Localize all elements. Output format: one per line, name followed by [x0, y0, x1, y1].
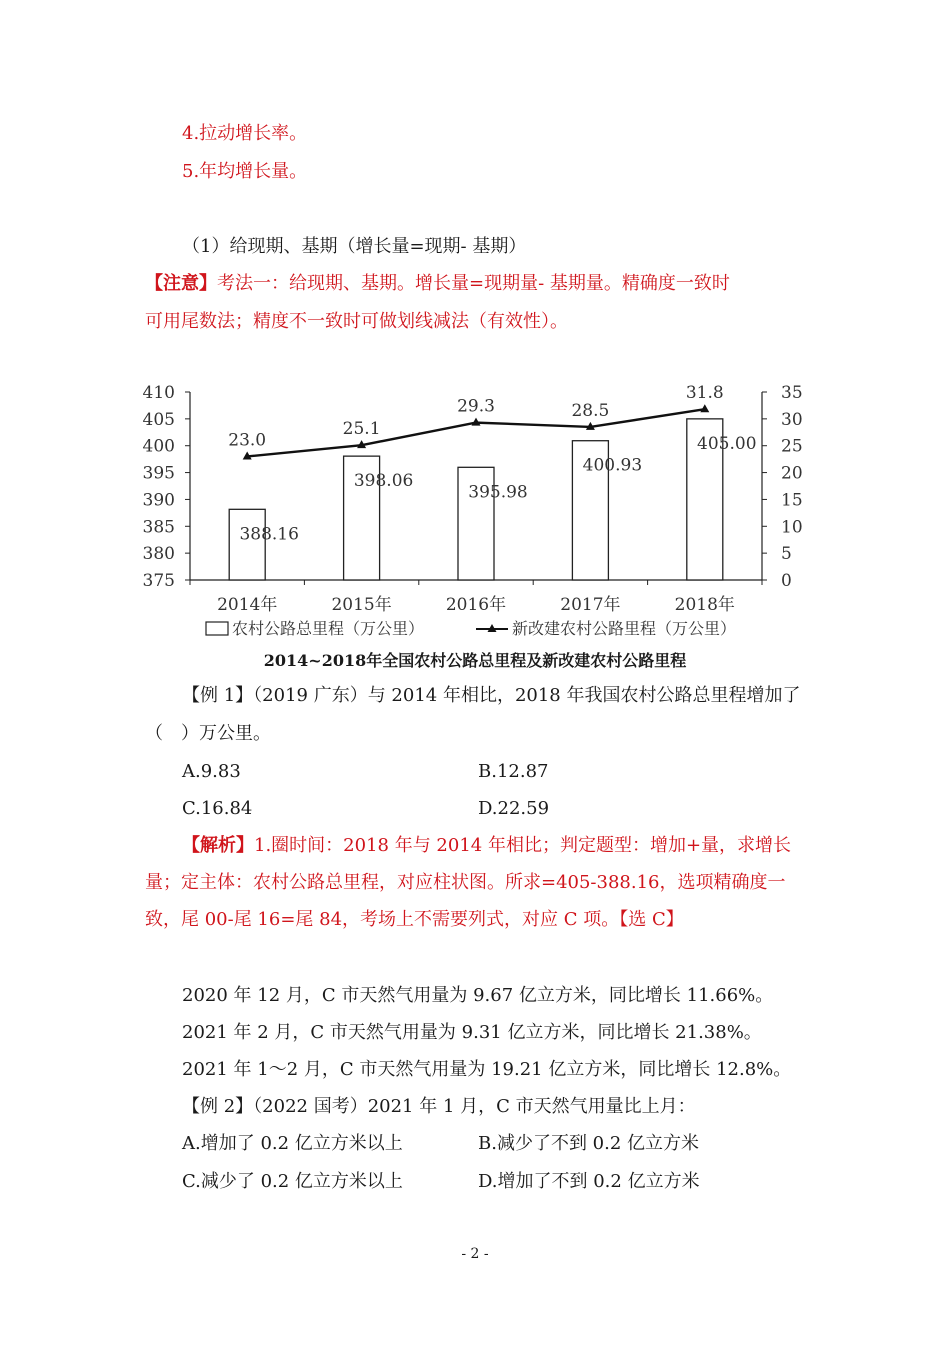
list-item-5: 5.年均增长量。	[182, 161, 308, 182]
example2-data-line3: 2021 年 1～2 月，C 市天然气用量为 19.21 亿立方米，同比增长 12.8%。	[182, 1059, 792, 1080]
example1-analysis-line2: 量；定主体：农村公路总里程，对应柱状图。所求=405-388.16，选项精确度一	[145, 872, 786, 893]
y-right-tick-label: 30	[781, 409, 803, 430]
example2-option-c: C.减少了 0.2 亿立方米以上	[182, 1171, 403, 1192]
x-tick-label: 2015年	[331, 595, 392, 615]
x-tick-label: 2017年	[560, 595, 621, 615]
line-data-label: 23.0	[228, 430, 267, 451]
y-left-tick-label: 405	[142, 409, 175, 430]
y-left-tick-label: 410	[142, 383, 175, 403]
example2-data-line2: 2021 年 2 月，C 市天然气用量为 9.31 亿立方米，同比增长 21.38%。	[182, 1022, 762, 1043]
example2-data-line1: 2020 年 12 月，C 市天然气用量为 9.67 亿立方米，同比增长 11.66%。	[182, 985, 774, 1006]
example1-option-d: D.22.59	[478, 798, 550, 819]
bar-data-label: 388.16	[239, 524, 299, 545]
note-text-1: 考法一：给现期、基期。增长量=现期量- 基期量。精确度一致时	[217, 273, 730, 294]
x-tick-label: 2018年	[674, 595, 735, 615]
example1-question-line1: 【例 1】（2019 广东）与 2014 年相比，2018 年我国农村公路总里程增加了	[182, 685, 801, 706]
y-left-tick-label: 400	[142, 436, 175, 457]
y-left-tick-label: 390	[142, 490, 175, 511]
line-data-label: 28.5	[571, 400, 610, 421]
x-tick-label: 2014年	[217, 595, 278, 615]
analysis-text-1: 1.圈时间：2018 年与 2014 年相比；判定题型：增加+量，求增长	[254, 835, 792, 856]
bar-data-label: 398.06	[353, 471, 414, 492]
y-right-tick-label: 35	[781, 383, 803, 403]
line-data-label: 29.3	[457, 396, 495, 417]
section-heading: （1）给现期、基期（增长量=现期- 基期）	[182, 236, 527, 257]
example2-option-a: A.增加了 0.2 亿立方米以上	[182, 1133, 403, 1154]
chart-title: 2014~2018年全国农村公路总里程及新改建农村公路里程	[263, 651, 687, 670]
note-line-2: 可用尾数法；精度不一致时可做划线减法（有效性）。	[145, 311, 568, 332]
line-data-label: 31.8	[685, 383, 724, 404]
example1-analysis-line1	[182, 834, 791, 858]
x-tick-label: 2016年	[445, 595, 507, 615]
note-line-1	[145, 272, 730, 296]
list-item-4: 4.拉动增长率。	[182, 123, 308, 144]
legend-line-label: 新改建农村公路里程（万公里）	[512, 619, 737, 638]
page-number: - 2 -	[461, 1246, 489, 1262]
bar-data-label: 405.00	[697, 433, 757, 454]
example1-question-line2: （ ）万公里。	[145, 723, 271, 744]
bar-data-label: 395.98	[468, 482, 528, 503]
legend-bar-label: 农村公路总里程（万公里）	[232, 619, 425, 638]
y-right-tick-label: 10	[781, 517, 803, 538]
y-left-tick-label: 385	[142, 517, 175, 538]
line-point-marker	[700, 404, 709, 412]
y-right-tick-label: 15	[781, 490, 803, 511]
bar-data-label: 400.93	[582, 455, 643, 476]
y-right-tick-label: 20	[781, 463, 803, 484]
combo-chart	[140, 375, 820, 645]
example2-question: 【例 2】（2022 国考）2021 年 1 月，C 市天然气用量比上月：	[182, 1096, 696, 1117]
example2-option-d: D.增加了不到 0.2 亿立方米	[478, 1171, 700, 1192]
bar-total-mileage	[229, 509, 265, 580]
y-right-tick-label: 5	[781, 544, 792, 565]
example1-option-c: C.16.84	[182, 798, 253, 819]
legend-bar-swatch	[206, 622, 228, 635]
y-right-tick-label: 25	[781, 436, 803, 457]
note-tag: 【注意】	[145, 273, 217, 294]
y-left-tick-label: 380	[142, 544, 175, 565]
example1-option-a: A.9.83	[182, 761, 241, 782]
y-left-tick-label: 395	[142, 463, 175, 484]
line-data-label: 25.1	[342, 419, 381, 440]
y-right-tick-label: 0	[781, 571, 792, 591]
example2-option-b: B.减少了不到 0.2 亿立方米	[478, 1133, 700, 1154]
example1-analysis-line3: 致，尾 00-尾 16=尾 84，考场上不需要列式，对应 C 项。【选 C】	[145, 909, 684, 930]
y-left-tick-label: 375	[142, 571, 175, 591]
example1-option-b: B.12.87	[478, 761, 549, 782]
analysis-tag: 【解析】	[182, 835, 254, 856]
